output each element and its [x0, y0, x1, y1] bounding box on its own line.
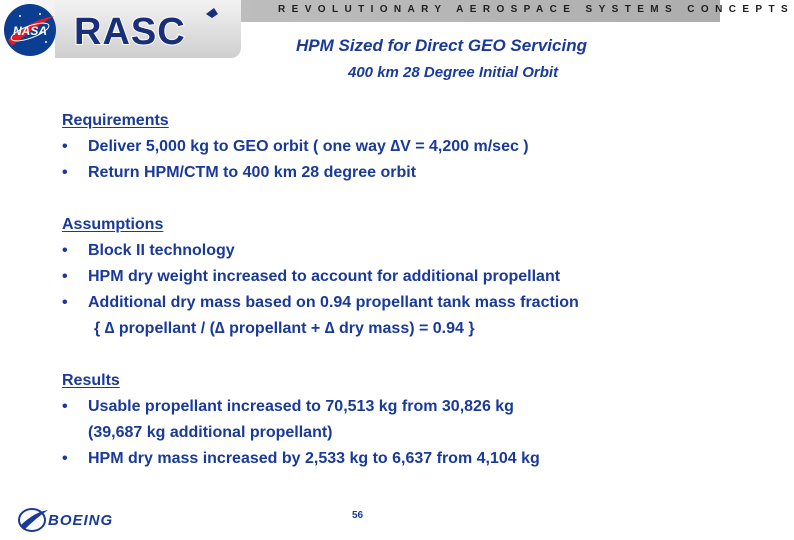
rasc-logo	[68, 4, 228, 54]
assumption-text: HPM dry weight increased to account for additional propellant	[88, 268, 561, 285]
banner-text: REVOLUTIONARY AEROSPACE SYSTEMS CONCEPTS	[278, 4, 794, 15]
assumptions-section	[62, 212, 579, 342]
page-number: 56	[352, 510, 364, 521]
mass-fraction-formula: { ∆ propellant / (∆ propellant + ∆ dry mass) = 0.94 }	[94, 320, 475, 337]
list-item	[62, 160, 529, 186]
boeing-logo	[14, 506, 144, 534]
bullet-icon: •	[62, 294, 68, 311]
list-item	[62, 290, 579, 316]
boeing-logo-text: BOEING	[48, 512, 114, 529]
list-item	[62, 238, 579, 264]
list-item	[62, 394, 540, 420]
nasa-logo-text: NASA	[12, 24, 48, 38]
bullet-icon: •	[62, 138, 68, 155]
rasc-logo-text: RASC	[74, 11, 186, 53]
requirements-section	[62, 108, 529, 186]
result-continuation: (39,687 kg additional propellant)	[88, 424, 333, 441]
nasa-logo	[2, 2, 58, 58]
slide-title: HPM Sized for Direct GEO Servicing	[296, 36, 587, 55]
slide-subtitle: 400 km 28 Degree Initial Orbit	[348, 64, 559, 81]
result-text: Usable propellant increased to 70,513 kg from 30,826 kg	[88, 398, 514, 415]
list-item	[62, 264, 579, 290]
assumptions-heading: Assumptions	[62, 216, 164, 233]
bullet-icon: •	[62, 164, 68, 181]
requirements-heading: Requirements	[62, 112, 169, 129]
bullet-icon: •	[62, 268, 68, 285]
list-item	[62, 134, 529, 160]
assumption-text: Additional dry mass based on 0.94 propellant tank mass fraction	[88, 294, 579, 311]
bullet-icon: •	[62, 398, 68, 415]
result-text: HPM dry mass increased by 2,533 kg to 6,637 from 4,104 kg	[88, 450, 540, 467]
requirement-text: Return HPM/CTM to 400 km 28 degree orbit	[88, 164, 417, 181]
results-section	[62, 368, 540, 472]
requirement-text: Deliver 5,000 kg to GEO orbit ( one way ∆V = 4,200 m/sec )	[88, 138, 529, 155]
bullet-icon: •	[62, 450, 68, 467]
results-heading: Results	[62, 372, 120, 389]
assumption-text: Block II technology	[88, 242, 235, 259]
list-item	[62, 446, 540, 472]
bullet-icon: •	[62, 242, 68, 259]
